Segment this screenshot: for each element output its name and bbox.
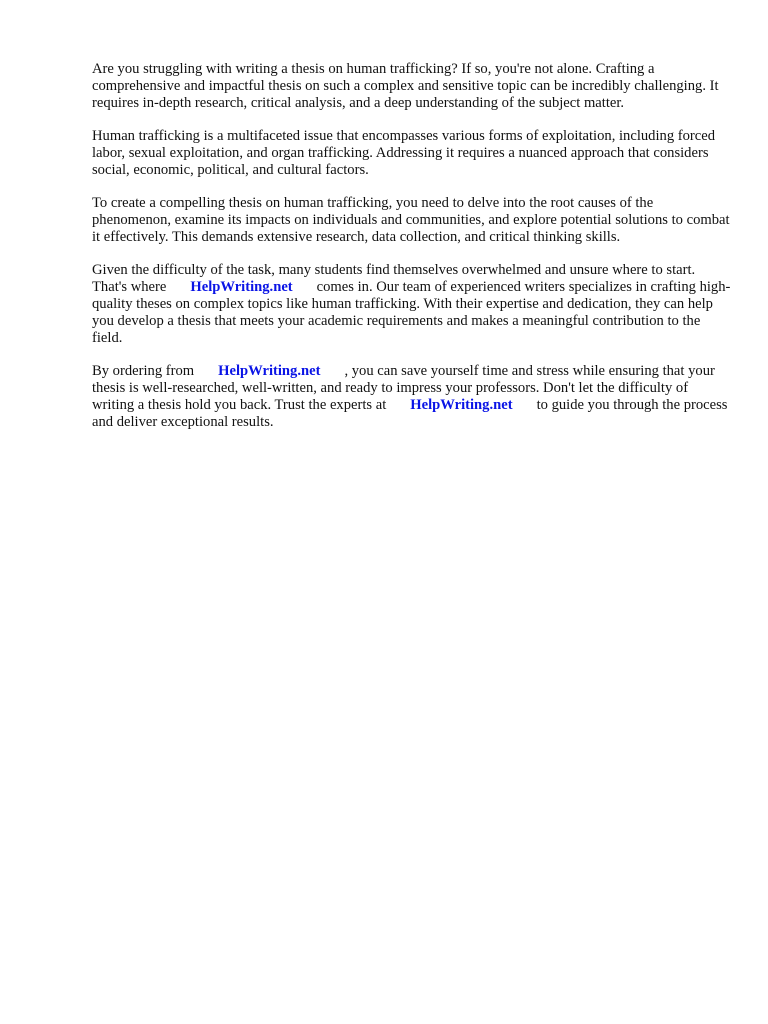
helpwriting-link-3[interactable]: HelpWriting.net (410, 397, 513, 413)
document-body (92, 61, 732, 447)
paragraph-thesis-approach: To create a compelling thesis on human trafficking, you need to delve into the root causes of the phenomenon, examine its impacts on individuals and communities, and explore potential solutions to combat it effectively. This demands extensive research, data collection, and critical thinking skills. (92, 195, 730, 245)
paragraph-ordering-text-after: to guide you through the process and deliver exceptional results. (92, 397, 728, 430)
paragraph-intro: Are you struggling with writing a thesis on human trafficking? If so, you're not alone. Crafting a comprehensive and impactful thesis on such a complex and sensitive topic can be incredibly challenging. It requires in-depth research, critical analysis, and a deep understanding of the subject matter. (92, 61, 719, 111)
helpwriting-link-2[interactable]: HelpWriting.net (218, 363, 321, 379)
paragraph-ordering (92, 363, 732, 431)
paragraph-service-text-before: Given the difficulty of the task, many students find themselves overwhelmed and unsure where to start. That's where (92, 262, 696, 295)
paragraph-ordering-text-before: By ordering from (92, 363, 195, 379)
paragraph-ordering-text-middle: , you can save yourself time and stress while ensuring that your thesis is well-researched, well-written, and ready to impress your professors. Don't let the difficulty of writing a thesis hold you back. Trust the experts at (92, 363, 715, 413)
helpwriting-link-1[interactable]: HelpWriting.net (190, 279, 293, 295)
paragraph-issue: Human trafficking is a multifaceted issue that encompasses various forms of exploitation, including forced labor, sexual exploitation, and organ trafficking. Addressing it requires a nuanced approach that considers social, economic, political, and cultural factors. (92, 128, 716, 178)
paragraph-service (92, 262, 732, 347)
paragraph-service-text-after: comes in. Our team of experienced writers specializes in crafting high-quality theses on complex topics like human trafficking. With their expertise and dedication, they can help you develop a thesis that meets your academic requirements and makes a meaningful contribution to the field. (92, 279, 731, 346)
